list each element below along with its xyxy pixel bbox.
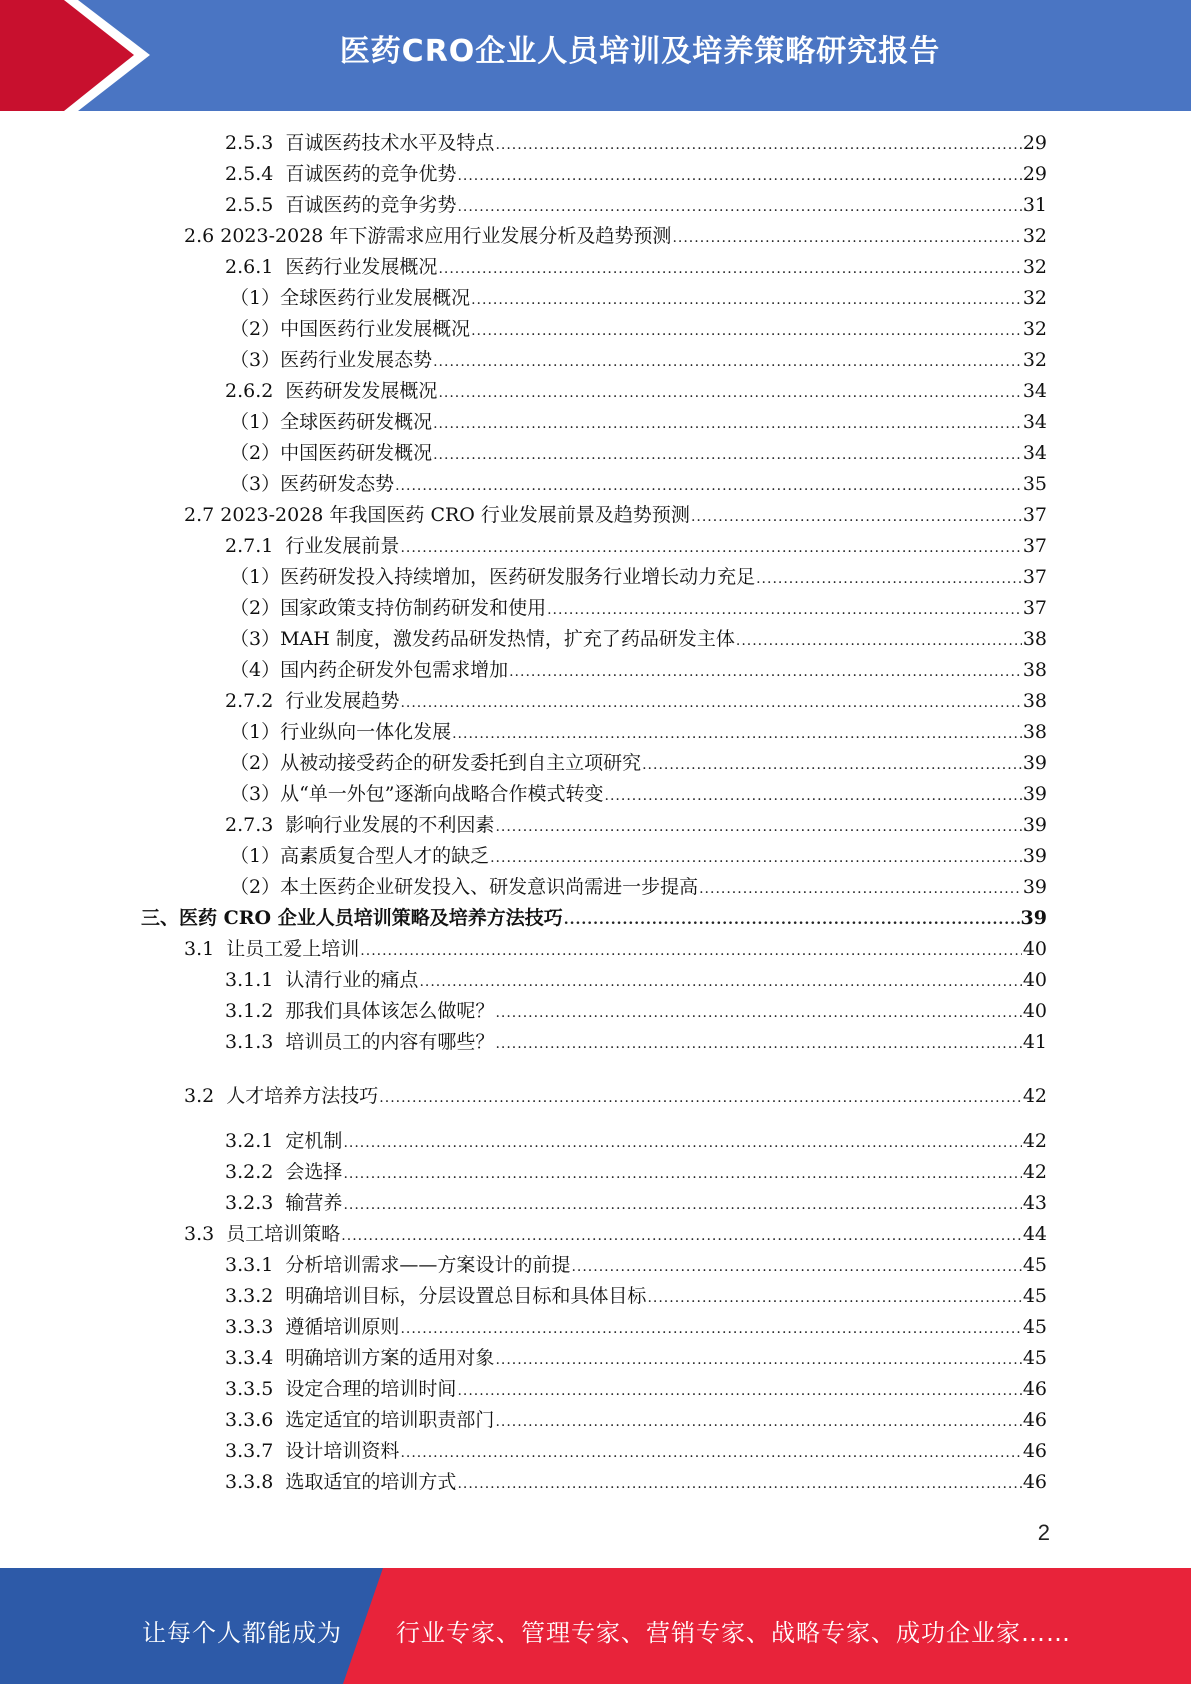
toc-entry[interactable] [230,316,1047,342]
toc-leader [343,1159,1021,1187]
toc-leader [419,967,1021,995]
toc-entry-page: 41 [1022,1031,1047,1053]
toc-entry-page: 32 [1022,318,1047,340]
toc-entry-label: （3）MAH 制度，激发药品研发热情，扩充了药品研发主体 [230,628,735,650]
toc-entry-label: 3.3.3 遵循培训原则 [225,1316,400,1338]
toc-entry[interactable] [184,1083,1047,1109]
toc-leader [647,1283,1021,1311]
toc-leader [433,347,1022,375]
toc-entry[interactable] [225,1159,1047,1185]
toc-entry-label: （2）从被动接受药企的研发委托到自主立项研究 [230,752,642,774]
toc-entry-label: 3.3.5 设定合理的培训时间 [225,1378,457,1400]
toc-entry[interactable] [225,378,1047,404]
toc-leader [457,161,1021,189]
toc-leader [379,1083,1022,1111]
toc-leader [571,1252,1021,1280]
toc-entry-label: 2.7.2 行业发展趋势 [225,690,400,712]
toc-entry[interactable] [230,719,1047,745]
toc-entry[interactable] [230,595,1047,621]
toc-entry-page: 37 [1022,504,1047,526]
footer-slogan-right: 行业专家、管理专家、营销专家、战略专家、成功企业家…… [396,1619,1071,1647]
report-title: 医药CRO企业人员培训及培养策略研究报告 [339,34,941,69]
toc-entry-page: 32 [1022,287,1047,309]
toc-entry-label: （1）全球医药研发概况 [230,411,433,433]
toc-entry-label: 3.3.7 设计培训资料 [225,1440,400,1462]
toc-entry-label: 3.1 让员工爱上培训 [184,938,360,960]
toc-entry-label: 2.7.1 行业发展前景 [225,535,400,557]
toc-entry-label: 3.3.6 选定适宜的培训职责部门 [225,1409,495,1431]
toc-entry-page: 29 [1022,132,1047,154]
toc-entry-label: 2.7 2023-2028 年我国医药 CRO 行业发展前景及趋势预测 [184,504,690,526]
toc-leader [438,254,1021,282]
toc-entry[interactable] [225,254,1047,280]
toc-entry-label: 2.5.4 百诚医药的竞争优势 [225,163,457,185]
toc-entry-page: 37 [1022,597,1047,619]
toc-entry-label: 3.1.1 认清行业的痛点 [225,969,419,991]
toc-entry[interactable] [225,161,1047,187]
toc-entry-page: 43 [1022,1192,1047,1214]
toc-entry-label: 3.1.3 培训员工的内容有哪些？ [225,1031,495,1053]
toc-entry-label: 3.3 员工培训策略 [184,1223,341,1245]
toc-leader [564,905,1020,933]
toc-entry-page: 34 [1022,380,1047,402]
toc-entry-label: 2.6.1 医药行业发展概况 [225,256,438,278]
toc-entry-label: 3.2.2 会选择 [225,1161,343,1183]
toc-entry[interactable] [225,1407,1047,1433]
toc-entry[interactable] [230,409,1047,435]
toc-leader [495,1345,1021,1373]
toc-entry[interactable] [230,626,1047,652]
toc-entry-label: （4）国内药企研发外包需求增加 [230,659,509,681]
toc-leader [471,285,1022,313]
toc-entry-page: 37 [1022,566,1047,588]
toc-entry-page: 37 [1022,535,1047,557]
toc-leader [343,1190,1021,1218]
toc-entry-label: （2）国家政策支持仿制药研发和使用 [230,597,547,619]
toc-entry-label: 3.3.8 选取适宜的培训方式 [225,1471,457,1493]
toc-leader [400,1314,1021,1342]
toc-leader [699,874,1022,902]
toc-entry-page: 40 [1022,938,1047,960]
toc-entry-label: （2）中国医药研发概况 [230,442,433,464]
toc-leader [547,595,1022,623]
toc-leader [433,409,1022,437]
toc-entry[interactable] [225,1252,1047,1278]
toc-leader [457,192,1021,220]
toc-entry-page: 44 [1022,1223,1047,1245]
toc-entry[interactable] [225,1128,1047,1154]
header-arrow-graphic [0,0,150,111]
toc-entry-label: （1）高素质复合型人才的缺乏 [230,845,490,867]
toc-entry-label: 2.7.3 影响行业发展的不利因素 [225,814,495,836]
toc-leader [433,440,1022,468]
toc-entry[interactable] [184,223,1047,249]
toc-entry-page: 46 [1022,1409,1047,1431]
toc-entry-page: 45 [1022,1254,1047,1276]
toc-leader [400,688,1021,716]
toc-entry[interactable] [225,1029,1047,1055]
toc-entry-label: 3.3.2 明确培训目标，分层设置总目标和具体目标 [225,1285,647,1307]
footer-slogan-left: 让每个人都能成为 [142,1619,342,1647]
toc-entry-label: 3.2.1 定机制 [225,1130,343,1152]
toc-leader [756,564,1022,592]
toc-leader [490,843,1022,871]
toc-entry-page: 34 [1022,411,1047,433]
toc-entry-page: 42 [1022,1161,1047,1183]
toc-entry-page: 38 [1022,721,1047,743]
toc-entry[interactable] [230,843,1047,869]
toc-entry[interactable] [225,130,1047,156]
toc-entry[interactable] [225,812,1047,838]
toc-entry-page: 46 [1022,1440,1047,1462]
toc-leader [495,1029,1021,1057]
toc-leader [395,471,1022,499]
toc-entry[interactable] [225,1190,1047,1216]
toc-entry[interactable] [184,1221,1047,1247]
toc-leader [400,1438,1021,1466]
toc-entry-label: （2）中国医药行业发展概况 [230,318,471,340]
page-number: 2 [1037,1520,1050,1545]
toc-entry[interactable] [225,1283,1047,1309]
toc-leader [457,1376,1021,1404]
toc-entry-page: 46 [1022,1378,1047,1400]
toc-entry-page: 32 [1022,225,1047,247]
toc-entry[interactable] [230,657,1047,683]
toc-leader [495,130,1021,158]
toc-entry-page: 31 [1022,194,1047,216]
toc-leader [691,502,1022,530]
toc-entry[interactable] [225,1376,1047,1402]
toc-entry-label: 3.1.2 那我们具体该怎么做呢？ [225,1000,495,1022]
toc-entry[interactable] [225,1345,1047,1371]
toc-entry[interactable] [230,874,1047,900]
toc-entry-label: 2.5.3 百诚医药技术水平及特点 [225,132,495,154]
toc-leader [509,657,1022,685]
toc-entry-label: （1）全球医药行业发展概况 [230,287,471,309]
toc-entry-page: 42 [1022,1130,1047,1152]
toc-leader [495,998,1021,1026]
toc-entry[interactable] [184,936,1047,962]
toc-entry-label: （1）行业纵向一体化发展 [230,721,452,743]
toc-entry-page: 39 [1020,907,1047,929]
toc-entry-label: 2.6.2 医药研发发展概况 [225,380,438,402]
toc-leader [438,378,1021,406]
toc-leader [343,1128,1021,1156]
toc-entry[interactable] [230,440,1047,466]
toc-entry-page: 34 [1022,442,1047,464]
toc-entry-page: 35 [1022,473,1047,495]
toc-entry-page: 38 [1022,659,1047,681]
toc-entry[interactable] [184,502,1047,528]
toc-entry-label: 3.3.4 明确培训方案的适用对象 [225,1347,495,1369]
page-footer [0,1568,1191,1684]
toc-entry[interactable] [225,192,1047,218]
toc-entry[interactable] [230,347,1047,373]
toc-entry[interactable] [230,750,1047,776]
toc-leader [495,1407,1021,1435]
toc-entry-page: 40 [1022,1000,1047,1022]
toc-entry-page: 42 [1022,1085,1047,1107]
toc-entry[interactable] [230,471,1047,497]
toc-entry-page: 45 [1022,1347,1047,1369]
toc-entry[interactable] [225,1438,1047,1464]
toc-entry-page: 32 [1022,256,1047,278]
toc-entry-label: （3）从“单一外包”逐渐向战略合作模式转变 [230,783,604,805]
toc-leader [642,750,1022,778]
toc-entry-label: 3.2 人才培养方法技巧 [184,1085,379,1107]
toc-entry-label: 三、医药 CRO 企业人员培训策略及培养方法技巧 [141,907,563,929]
toc-entry-page: 38 [1022,628,1047,650]
toc-entry-page: 46 [1022,1471,1047,1493]
toc-leader [400,533,1021,561]
toc-entry[interactable] [225,1314,1047,1340]
toc-entry-label: 3.3.1 分析培训需求——方案设计的前提 [225,1254,571,1276]
toc-entry-label: 2.6 2023-2028 年下游需求应用行业发展分析及趋势预测 [184,225,672,247]
toc-entry-page: 39 [1022,845,1047,867]
toc-leader [457,1469,1021,1497]
toc-entry[interactable] [225,998,1047,1024]
toc-entry-label: （2）本土医药企业研发投入、研发意识尚需进一步提高 [230,876,699,898]
toc-leader [672,223,1021,251]
toc-entry[interactable] [230,564,1047,590]
toc-leader [341,1221,1022,1249]
toc-entry-label: （3）医药研发态势 [230,473,395,495]
toc-entry[interactable] [230,781,1047,807]
toc-entry-page: 45 [1022,1316,1047,1338]
toc-entry[interactable] [225,967,1047,993]
toc-leader [360,936,1022,964]
toc-entry[interactable] [225,533,1047,559]
toc-entry-page: 39 [1022,814,1047,836]
toc-entry-page: 38 [1022,690,1047,712]
toc-entry[interactable] [225,1469,1047,1495]
toc-entry-label: （1）医药研发投入持续增加，医药研发服务行业增长动力充足 [230,566,756,588]
toc-entry[interactable] [225,688,1047,714]
toc-leader [605,781,1022,809]
toc-entry-page: 39 [1022,752,1047,774]
toc-entry[interactable] [230,285,1047,311]
toc-entry-label: 3.2.3 输营养 [225,1192,343,1214]
toc-leader [495,812,1021,840]
toc-chapter-entry[interactable] [141,905,1047,931]
toc-entry-page: 39 [1022,876,1047,898]
toc-entry-label: （3）医药行业发展态势 [230,349,433,371]
toc-leader [471,316,1022,344]
toc-entry-page: 39 [1022,783,1047,805]
toc-entry-page: 40 [1022,969,1047,991]
toc-entry-page: 45 [1022,1285,1047,1307]
toc-entry-page: 29 [1022,163,1047,185]
toc-leader [452,719,1022,747]
toc-entry-page: 32 [1022,349,1047,371]
toc-entry-label: 2.5.5 百诚医药的竞争劣势 [225,194,457,216]
page-header [0,0,1191,111]
toc-leader [736,626,1022,654]
